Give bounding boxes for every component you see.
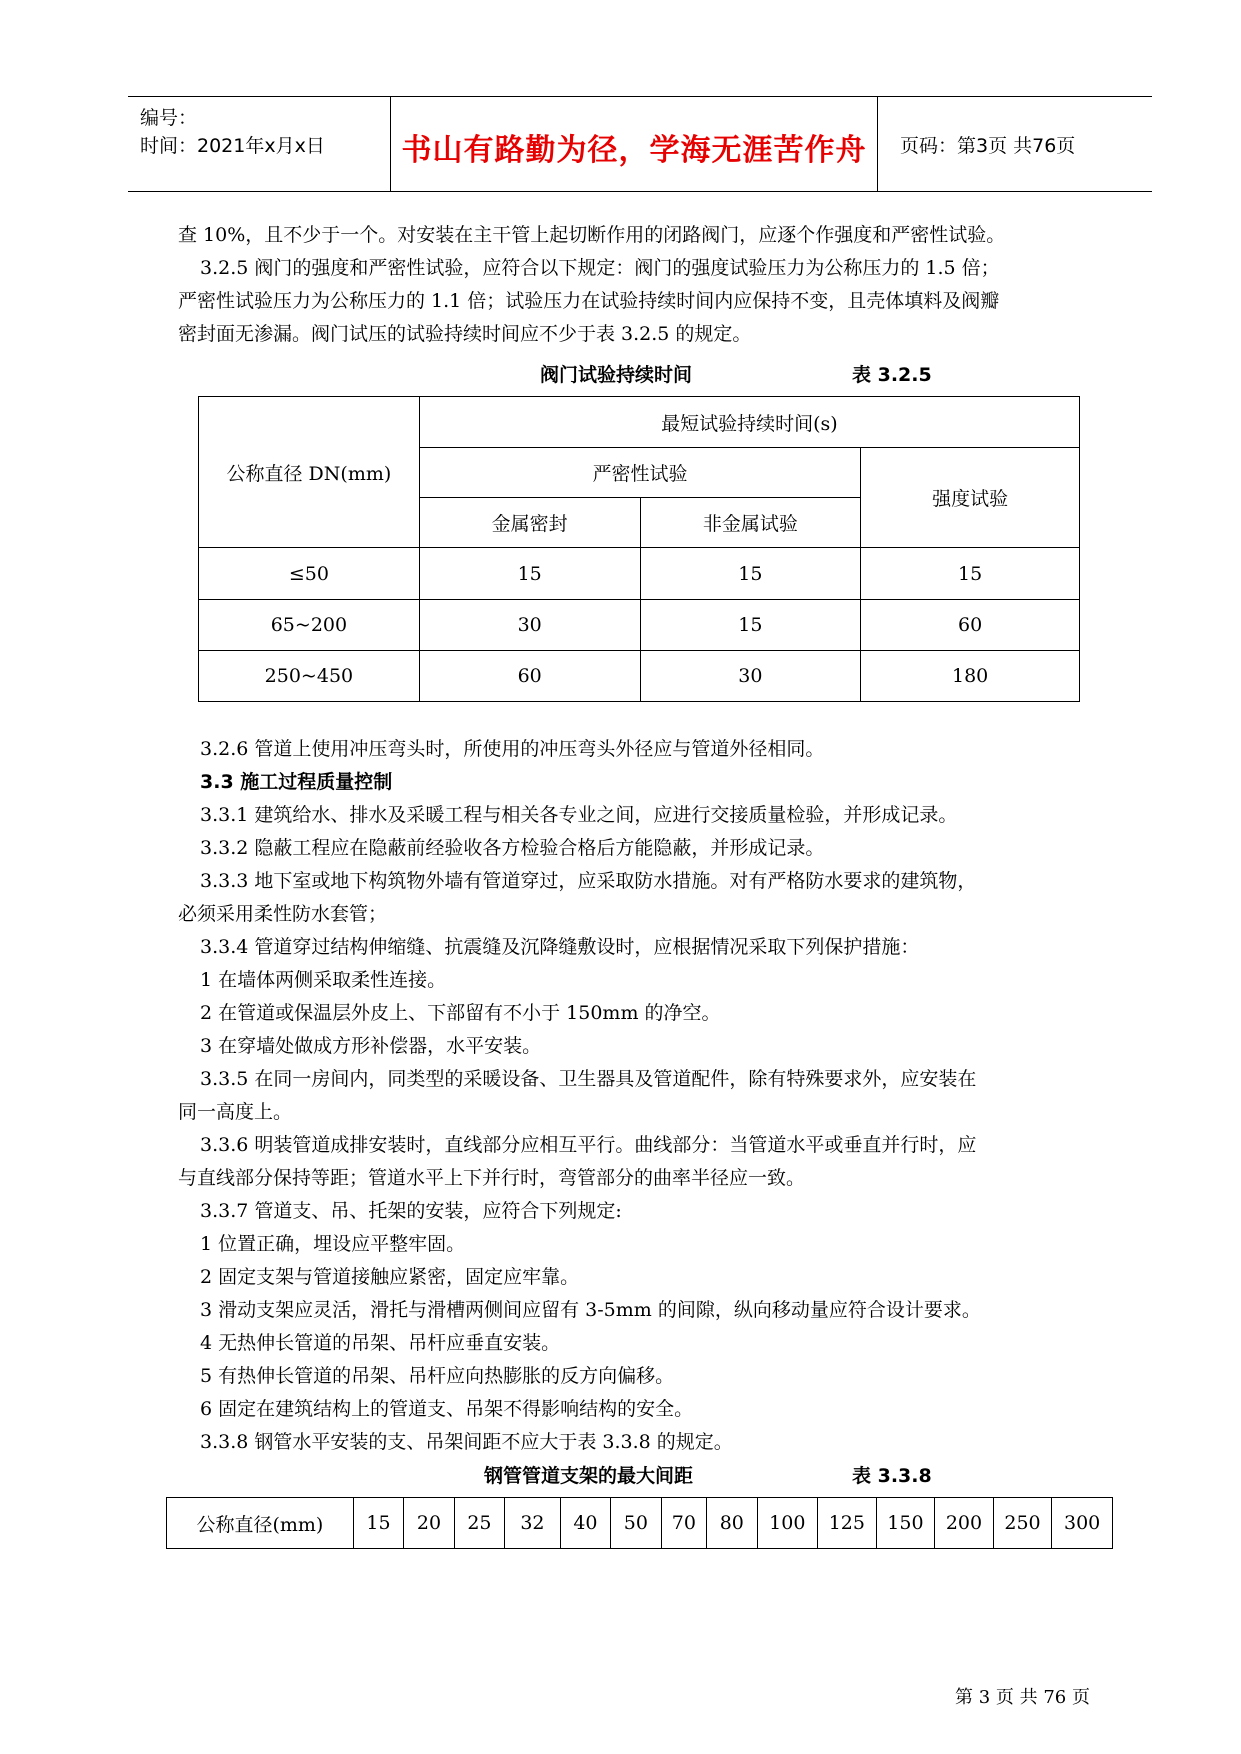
paragraph-line: 2 固定支架与管道接触应紧密，固定应牢靠。 (200, 1266, 580, 1288)
paragraph-line: 1 位置正确，埋设应平整牢固。 (200, 1233, 466, 1255)
table-cell: 60 (861, 600, 1080, 651)
header-right-cell (878, 97, 1152, 191)
paragraph-line: 2 在管道或保温层外皮上、下部留有不小于 150mm 的净空。 (200, 1002, 721, 1024)
row-label: 公称直径(mm) (167, 1498, 354, 1549)
table-cell: 70 (661, 1498, 706, 1549)
table-cell: 25 (454, 1498, 504, 1549)
table-row (199, 548, 1080, 600)
paragraph-line: 3.3.1 建筑给水、排水及采暖工程与相关各专业之间，应进行交接质量检验，并形成记录。 (200, 804, 958, 826)
table-cell: 300 (1052, 1498, 1113, 1549)
header-min-time: 最短试验持续时间(s) (419, 397, 1079, 448)
table-cell: 20 (404, 1498, 454, 1549)
table-cell: 15 (861, 548, 1080, 600)
paragraph-line: 3.3.3 地下室或地下构筑物外墙有管道穿过，应采取防水措施。对有严格防水要求的建筑物， (200, 870, 977, 892)
paragraph-line: 3.3.5 在同一房间内，同类型的采暖设备、卫生器具及管道配件，除有特殊要求外，应安装在 (200, 1068, 977, 1090)
header-tightness: 严密性试验 (419, 448, 860, 498)
valve-test-duration-table (198, 396, 1080, 702)
paragraph-line: 与直线部分保持等距；管道水平上下并行时，弯管部分的曲率半径应一致。 (178, 1167, 806, 1189)
table-cell: 15 (353, 1498, 403, 1549)
table-cell: 100 (757, 1498, 818, 1549)
table-cell: 15 (640, 548, 861, 600)
paragraph-line: 3 在穿墙处做成方形补偿器，水平安装。 (200, 1035, 542, 1057)
page-header (128, 96, 1152, 192)
table-cell: 150 (876, 1498, 935, 1549)
header-middle-cell (391, 97, 878, 191)
table-row (199, 600, 1080, 651)
table-cell: 125 (818, 1498, 877, 1549)
paragraph-line: 3.2.5 阀门的强度和严密性试验，应符合以下规定：阀门的强度试验压力为公称压力的 1.5 倍； (200, 257, 1000, 279)
table-row (167, 1498, 1113, 1549)
table-cell: 200 (935, 1498, 994, 1549)
table-cell: 180 (861, 651, 1080, 702)
paragraph-line: 6 固定在建筑结构上的管道支、吊架不得影响结构的安全。 (200, 1398, 694, 1420)
paragraph-line: 同一高度上。 (178, 1101, 293, 1123)
table2-number: 表 3.3.8 (852, 1465, 932, 1487)
table-cell: 15 (640, 600, 861, 651)
header-strength: 强度试验 (861, 448, 1080, 548)
table-cell: 40 (560, 1498, 610, 1549)
header-left-cell (128, 97, 391, 191)
paragraph-line: 4 无热伸长管道的吊架、吊杆应垂直安装。 (200, 1332, 561, 1354)
paragraph-line: 1 在墙体两侧采取柔性连接。 (200, 969, 447, 991)
paragraph-line: 3.3.4 管道穿过结构伸缩缝、抗震缝及沉降缝敷设时，应根据情况采取下列保护措施： (200, 936, 920, 958)
table-cell: 60 (419, 651, 640, 702)
table-cell: 50 (611, 1498, 661, 1549)
table1-number: 表 3.2.5 (852, 364, 932, 386)
table-cell: 250 (993, 1498, 1052, 1549)
paragraph-line: 3.3.7 管道支、吊、托架的安装，应符合下列规定: (200, 1200, 622, 1222)
time-label: 时间：2021年x月x日 (140, 135, 325, 157)
table-cell: 65~200 (199, 600, 420, 651)
table1-caption: 阀门试验持续时间 (540, 364, 693, 386)
table-cell: 30 (640, 651, 861, 702)
header-dn: 公称直径 DN(mm) (199, 397, 420, 548)
header-nonmetal: 非金属试验 (640, 498, 861, 548)
number-label: 编号： (140, 107, 198, 129)
table-cell: 80 (707, 1498, 757, 1549)
paragraph-line: 必须采用柔性防水套管； (178, 903, 388, 925)
paragraph-line: 3.3.8 钢管水平安装的支、吊架间距不应大于表 3.3.8 的规定。 (200, 1431, 733, 1453)
paragraph-line: 查 10%，且不少于一个。对安装在主干管上起切断作用的闭路阀门，应逐个作强度和严密性试验。 (178, 224, 1006, 246)
header-motto: 书山有路勤为径，学海无涯苦作舟 (401, 133, 867, 168)
paragraph-line: 严密性试验压力为公称压力的 1.1 倍；试验压力在试验持续时间内应保持不变，且壳体填料及阀瓣 (178, 290, 1000, 312)
table2-caption: 钢管管道支架的最大间距 (484, 1465, 694, 1487)
paragraph-line: 3 滑动支架应灵活，滑托与滑槽两侧间应留有 3-5mm 的间隙，纵向移动量应符合设计要求。 (200, 1299, 981, 1321)
steel-pipe-support-spacing-table (166, 1497, 1113, 1549)
paragraph-line: 3.3.2 隐蔽工程应在隐蔽前经验收各方检验合格后方能隐蔽，并形成记录。 (200, 837, 825, 859)
table-cell: 15 (419, 548, 640, 600)
table-row (199, 651, 1080, 702)
paragraph-line: 3.2.6 管道上使用冲压弯头时，所使用的冲压弯头外径应与管道外径相同。 (200, 738, 825, 760)
paragraph-line: 5 有热伸长管道的吊架、吊杆应向热膨胀的反方向偏移。 (200, 1365, 675, 1387)
table-cell: 30 (419, 600, 640, 651)
paragraph-line: 密封面无渗漏。阀门试压的试验持续时间应不少于表 3.2.5 的规定。 (178, 323, 752, 345)
header-metal: 金属密封 (419, 498, 640, 548)
table-cell: 32 (505, 1498, 561, 1549)
section-heading: 3.3 施工过程质量控制 (200, 771, 393, 793)
paragraph-line: 3.3.6 明装管道成排安装时，直线部分应相互平行。曲线部分：当管道水平或垂直并行时，应 (200, 1134, 977, 1156)
header-page-label: 页码：第3页 共76页 (900, 135, 1076, 157)
page-footer: 第 3 页 共 76 页 (955, 1687, 1090, 1708)
table-cell: ≤50 (199, 548, 420, 600)
table-cell: 250~450 (199, 651, 420, 702)
